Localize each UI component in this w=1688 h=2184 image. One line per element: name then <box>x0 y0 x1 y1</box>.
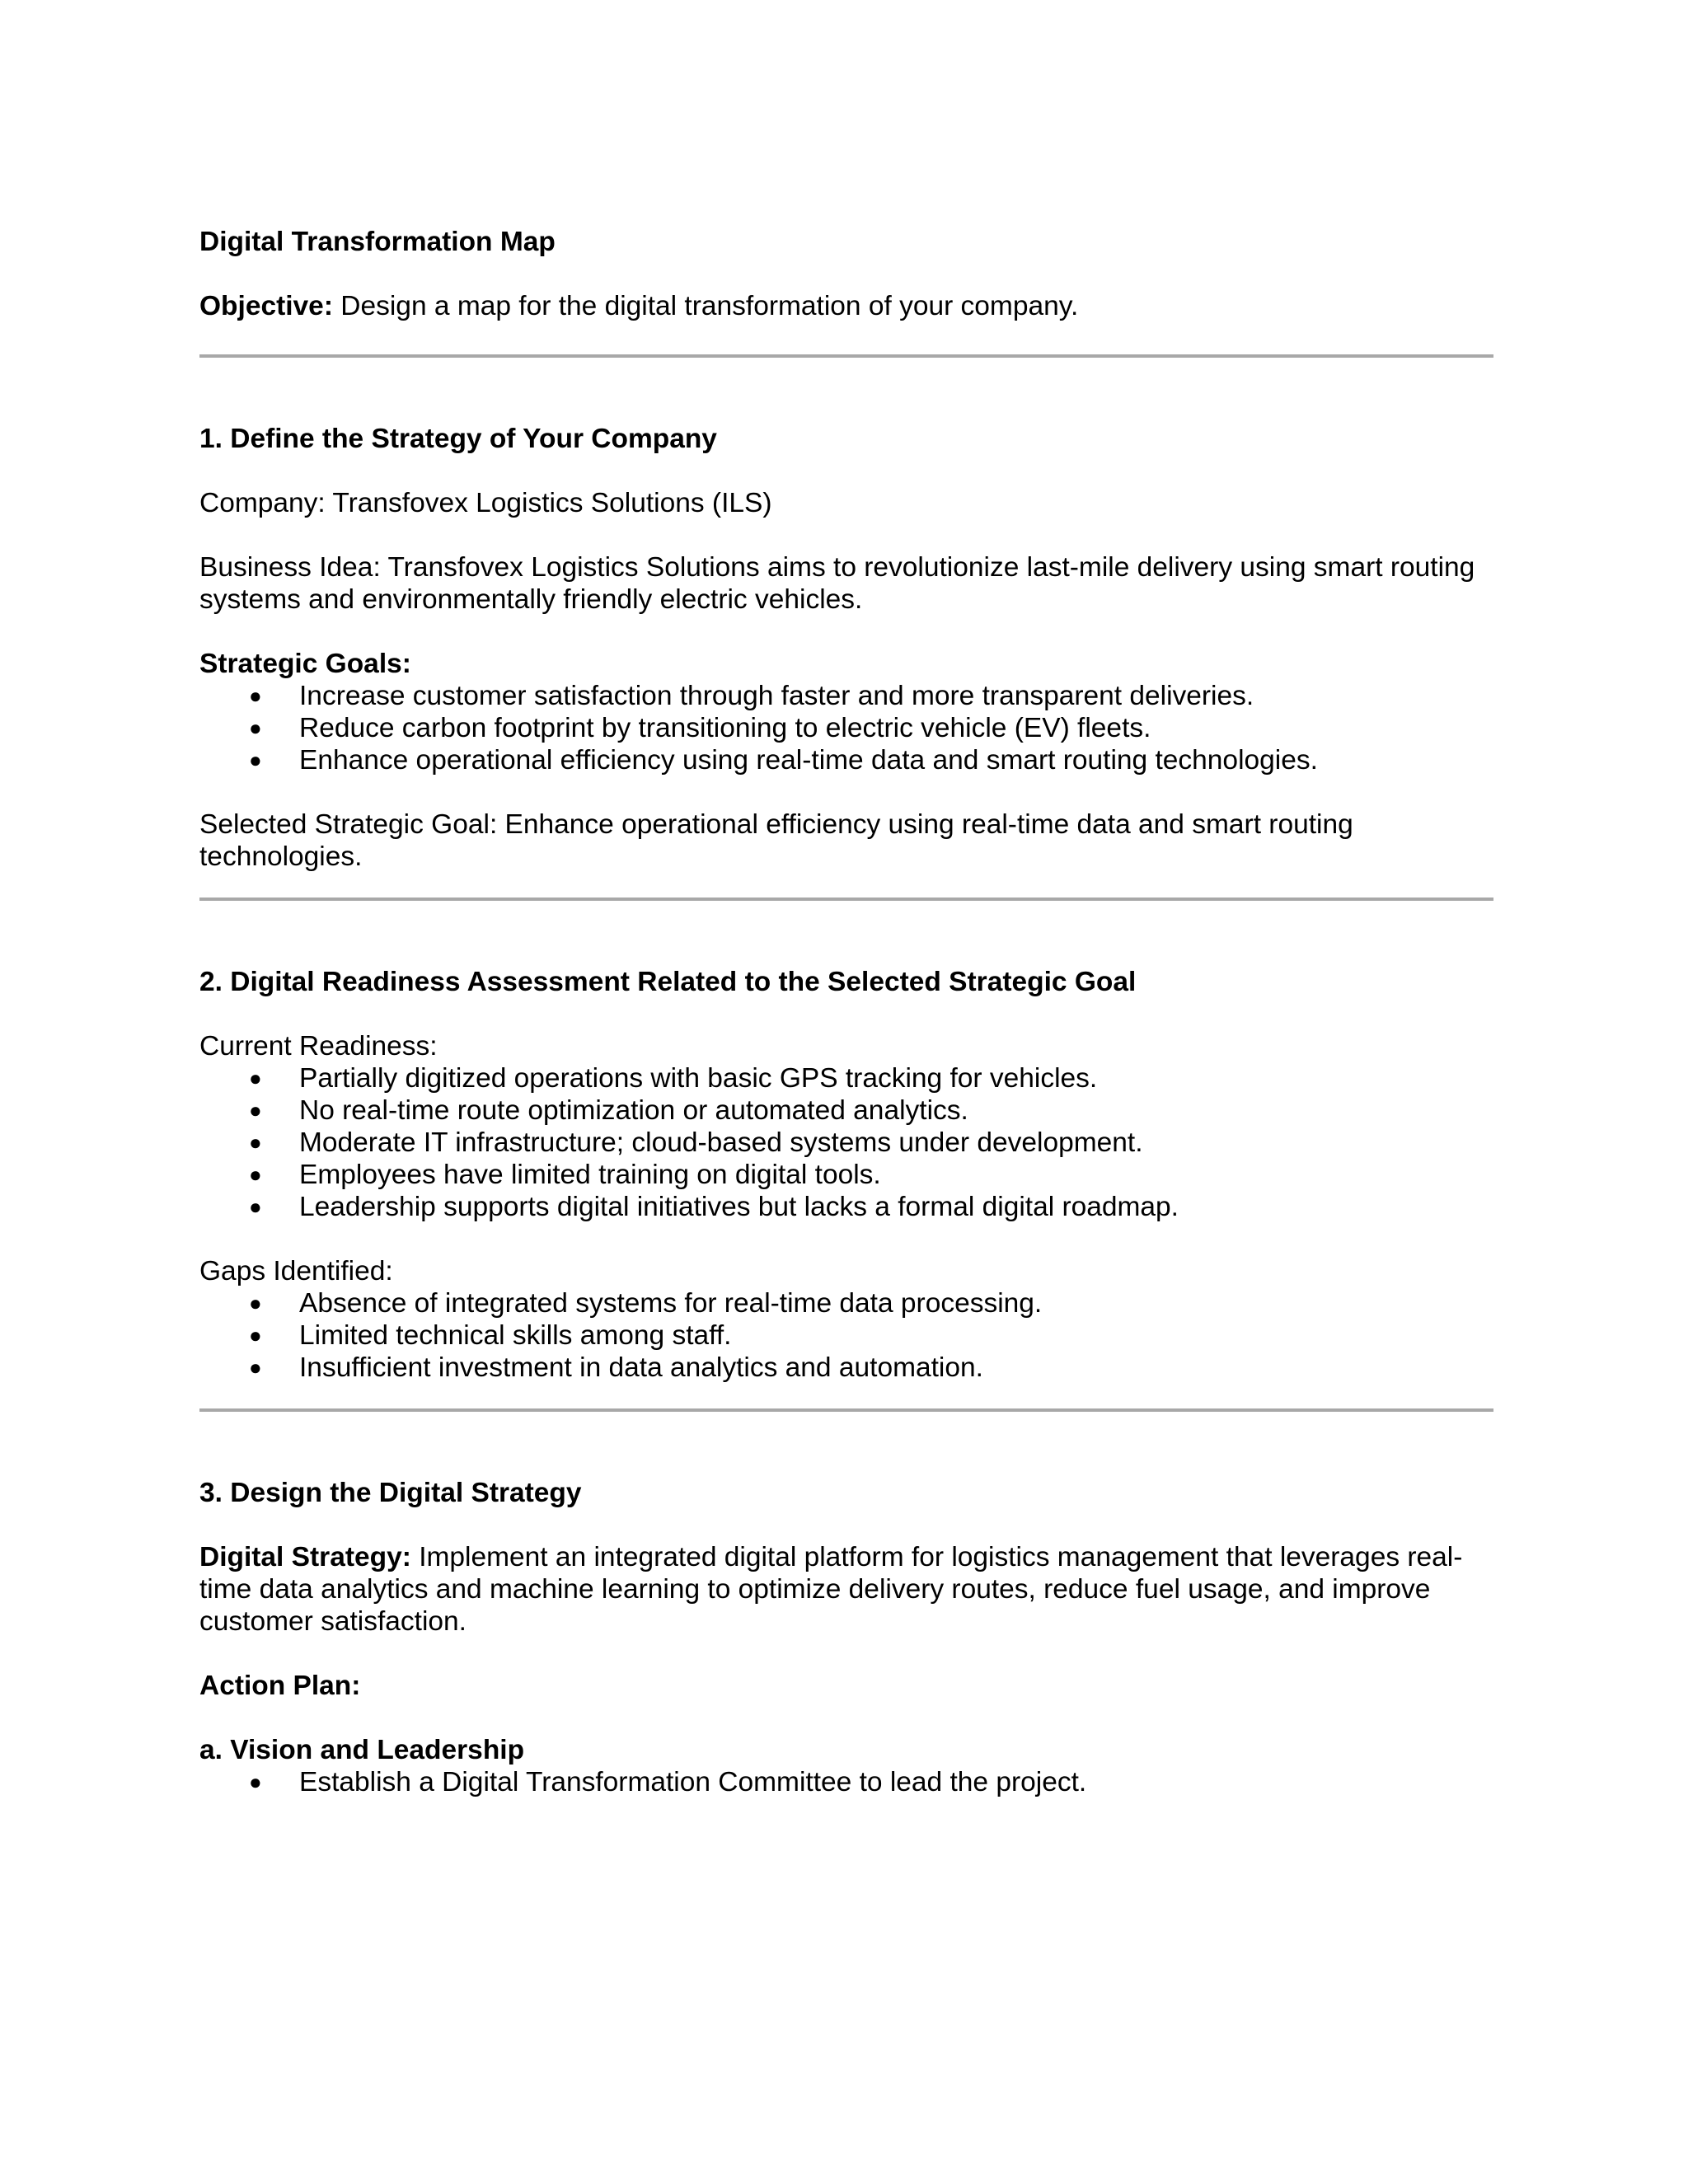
list-item <box>199 1159 1493 1191</box>
list-item <box>199 1062 1493 1094</box>
list-item <box>199 712 1493 744</box>
gaps-identified-list <box>199 1287 1493 1384</box>
bullet-icon: ● <box>249 1194 262 1219</box>
section2-heading: 2. Digital Readiness Assessment Related to the Selected Strategic Goal <box>199 967 1137 997</box>
list-item-text: Leadership supports digital initiatives but lacks a formal digital roadmap. <box>299 1192 1179 1222</box>
objective-text: Design a map for the digital transformation of your company. <box>332 291 1079 321</box>
list-item <box>199 1127 1493 1159</box>
gaps-identified-label: Gaps Identified: <box>199 1256 393 1286</box>
section3-heading: 3. Design the Digital Strategy <box>199 1478 582 1508</box>
bullet-icon: ● <box>249 1323 262 1347</box>
bullet-icon: ● <box>249 1291 262 1315</box>
list-item <box>199 1191 1493 1223</box>
digital-strategy-line1 <box>199 1541 1493 1573</box>
digital-strategy-line3: customer satisfaction. <box>199 1606 467 1637</box>
business-idea-line1: Business Idea: Transfovex Logistics Solutions aims to revolutionize last-mile delivery using smart routing <box>199 552 1475 583</box>
digital-strategy-line2: time data analytics and machine learning to optimize delivery routes, reduce fuel usage, and improve <box>199 1574 1431 1605</box>
bullet-icon: ● <box>249 1162 262 1187</box>
list-item-text: Increase customer satisfaction through faster and more transparent deliveries. <box>299 681 1254 711</box>
section1-heading: 1. Define the Strategy of Your Company <box>199 424 717 454</box>
bullet-icon: ● <box>249 683 262 708</box>
current-readiness-list <box>199 1062 1493 1223</box>
business-idea-line2: systems and environmentally friendly electric vehicles. <box>199 584 863 615</box>
bullet-icon: ● <box>249 1769 262 1794</box>
list-item <box>199 1287 1493 1319</box>
list-item-text: Absence of integrated systems for real-time data processing. <box>299 1288 1043 1319</box>
bullet-icon: ● <box>249 1098 262 1122</box>
objective-label: Objective: <box>199 291 333 321</box>
document-title: Digital Transformation Map <box>199 227 556 257</box>
selected-goal-line1: Selected Strategic Goal: Enhance operational efficiency using real-time data and smart routing <box>199 809 1353 840</box>
strategic-goals-list <box>199 680 1493 776</box>
digital-strategy-label: Digital Strategy: <box>199 1542 411 1572</box>
strategic-goals-heading: Strategic Goals: <box>199 649 411 679</box>
action-plan-heading: Action Plan: <box>199 1671 361 1701</box>
list-item-text: No real-time route optimization or automated analytics. <box>299 1095 968 1126</box>
list-item <box>199 680 1493 712</box>
list-item-text: Reduce carbon footprint by transitioning to electric vehicle (EV) fleets. <box>299 713 1151 743</box>
document-page <box>199 226 1493 1798</box>
list-item-text: Employees have limited training on digital tools. <box>299 1160 881 1190</box>
digital-strategy-text: Implement an integrated digital platform for logistics management that leverages real- <box>410 1542 1463 1572</box>
list-item-text: Moderate IT infrastructure; cloud-based systems under development. <box>299 1127 1143 1158</box>
list-item-text: Establish a Digital Transformation Committee to lead the project. <box>299 1767 1087 1797</box>
list-item <box>199 1094 1493 1127</box>
current-readiness-label: Current Readiness: <box>199 1031 438 1062</box>
list-item-text: Partially digitized operations with basic GPS tracking for vehicles. <box>299 1063 1098 1094</box>
list-item-text: Limited technical skills among staff. <box>299 1320 732 1351</box>
list-item <box>199 1352 1493 1384</box>
list-item <box>199 1766 1493 1798</box>
bullet-icon: ● <box>249 1355 262 1380</box>
list-item-text: Insufficient investment in data analytics and automation. <box>299 1352 983 1383</box>
vision-leadership-heading: a. Vision and Leadership <box>199 1735 525 1765</box>
company-line: Company: Transfovex Logistics Solutions (ILS) <box>199 488 772 518</box>
selected-goal-line2: technologies. <box>199 841 363 872</box>
bullet-icon: ● <box>249 715 262 740</box>
bullet-icon: ● <box>249 748 262 772</box>
list-item <box>199 1319 1493 1352</box>
bullet-icon: ● <box>249 1130 262 1155</box>
bullet-icon: ● <box>249 1066 262 1090</box>
list-item-text: Enhance operational efficiency using real-time data and smart routing technologies. <box>299 745 1318 776</box>
objective-line <box>199 290 1493 322</box>
list-item <box>199 744 1493 776</box>
vision-leadership-list <box>199 1766 1493 1798</box>
